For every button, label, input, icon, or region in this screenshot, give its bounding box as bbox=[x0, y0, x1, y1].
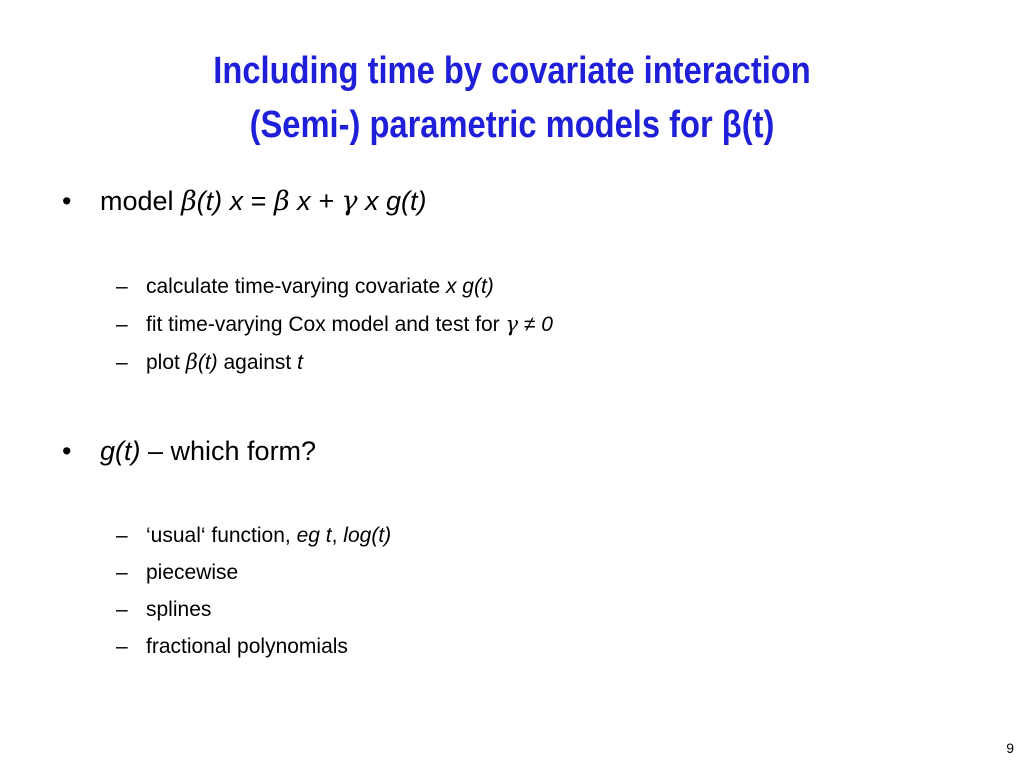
bullet-glyph: • bbox=[62, 436, 72, 466]
t-variable: t bbox=[297, 351, 303, 374]
beta-symbol: β bbox=[185, 350, 198, 374]
x-g-t: x g(t) bbox=[357, 186, 427, 216]
dash-glyph: – bbox=[116, 313, 128, 336]
bullet-glyph: • bbox=[62, 186, 72, 216]
t-part: (t) bbox=[197, 351, 218, 374]
page-number: 9 bbox=[1006, 740, 1014, 756]
sub-item-text: calculate time-varying covariate bbox=[146, 275, 446, 298]
not-equal-zero: ≠ 0 bbox=[518, 313, 553, 336]
dash-glyph: – bbox=[116, 351, 128, 374]
sub-item-usual-function bbox=[116, 524, 391, 548]
sub-item-piecewise bbox=[116, 561, 238, 585]
sub-item-text: fit time-varying Cox model and test for bbox=[146, 313, 506, 336]
dash-glyph: – bbox=[116, 275, 128, 298]
x-plus: x + bbox=[289, 186, 342, 216]
dash-glyph: – bbox=[116, 598, 128, 621]
sub-item-italic: x g(t) bbox=[445, 275, 494, 298]
dash-glyph: – bbox=[116, 524, 128, 547]
sub-item-text: ‘usual‘ function, bbox=[146, 524, 297, 547]
eg-t: eg t bbox=[296, 524, 332, 547]
sub-item-calculate bbox=[116, 275, 494, 299]
sub-item-fractional-polynomials bbox=[116, 635, 348, 659]
sub-item-text: fractional polynomials bbox=[146, 635, 348, 658]
bullet-which-form bbox=[62, 436, 316, 467]
title-line-1: Including time by covariate interaction bbox=[213, 50, 811, 92]
dash-glyph: – bbox=[116, 561, 128, 584]
bullet-model-lead: model bbox=[100, 186, 174, 216]
log-t: log(t) bbox=[343, 524, 392, 547]
sub-item-text: splines bbox=[146, 598, 212, 621]
gamma-symbol: γ bbox=[505, 312, 519, 336]
against-text: against bbox=[217, 351, 298, 374]
t-part: (t) x bbox=[196, 186, 244, 216]
sub-item-plot bbox=[116, 350, 303, 375]
slide-title bbox=[72, 44, 953, 152]
bullet-model bbox=[62, 186, 427, 217]
which-form-text: – which form? bbox=[140, 436, 317, 466]
comma: , bbox=[331, 524, 344, 547]
dash-glyph: – bbox=[116, 635, 128, 658]
sub-item-text: plot bbox=[146, 351, 186, 374]
g-t: g(t) bbox=[100, 436, 141, 466]
equals-sign: = bbox=[243, 186, 274, 216]
sub-item-text: piecewise bbox=[146, 561, 239, 584]
beta-symbol-2: β bbox=[273, 186, 290, 217]
sub-item-fit bbox=[116, 312, 553, 337]
gamma-symbol: γ bbox=[341, 186, 358, 217]
sub-item-splines bbox=[116, 598, 211, 622]
title-line-2: (Semi-) parametric models for β(t) bbox=[249, 104, 775, 146]
beta-symbol: β bbox=[181, 186, 197, 217]
